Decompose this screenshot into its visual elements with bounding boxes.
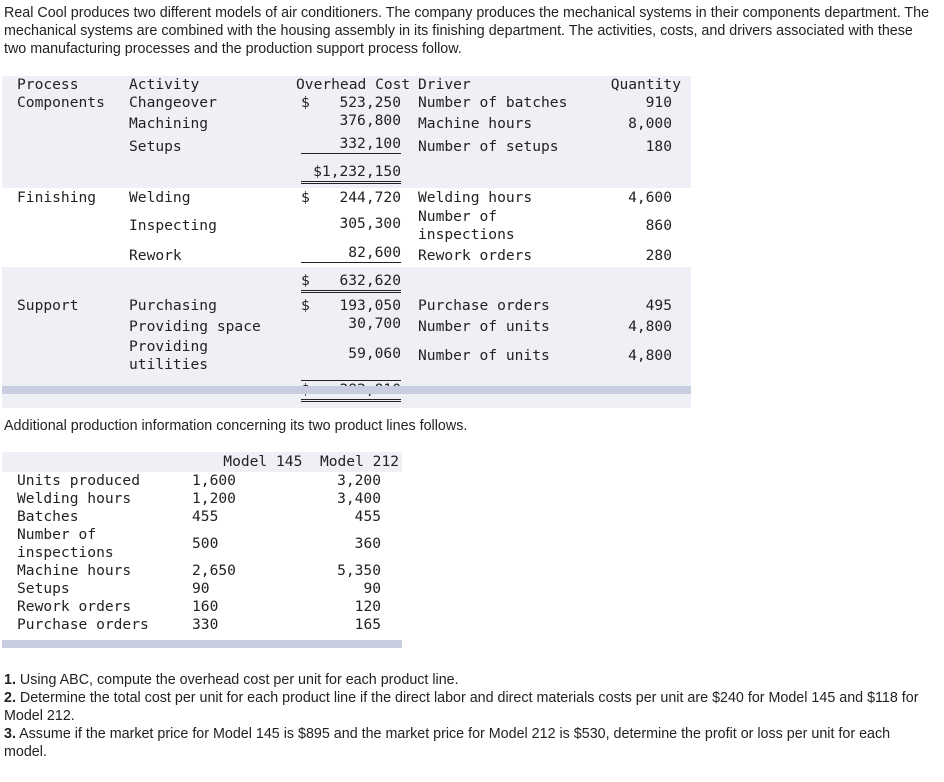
quantity-value: 495 [599, 297, 691, 315]
header-quantity: Quantity [599, 76, 691, 94]
row-label: Number of inspections [17, 526, 114, 561]
question-1 [4, 671, 934, 689]
process-label: Finishing [17, 189, 97, 206]
model-212-value: 360 [354, 535, 382, 552]
row-label: Batches [17, 508, 79, 525]
row-label: Welding hours [17, 490, 132, 507]
header-overhead-cost: Overhead Cost [284, 76, 411, 94]
table-row [2, 244, 691, 267]
table-row [2, 472, 402, 490]
quantity-value: 8,000 [599, 112, 691, 135]
model-145-value: 500 [192, 535, 219, 552]
driver-label: Rework orders [418, 246, 533, 264]
question-number: 3. [4, 726, 16, 742]
table-row [2, 598, 402, 616]
model-212-value: 165 [354, 616, 382, 633]
row-label: Rework orders [17, 598, 132, 615]
driver-label: Purchase orders [411, 297, 599, 315]
header-process: Process [2, 76, 129, 94]
cost-cell: $ 193,050 [284, 297, 411, 315]
currency-sign: $ [301, 94, 310, 111]
model-212-value: 120 [354, 598, 382, 615]
table-row [2, 135, 691, 158]
row-label: Machine hours [17, 562, 132, 579]
driver-label: Number of units [411, 315, 599, 338]
cost-cell: $ 244,720 [301, 189, 401, 206]
quantity-value: 910 [599, 94, 691, 112]
cost-value: 244,720 [339, 189, 401, 206]
model-145-value: 160 [192, 598, 219, 615]
production-bottom-bar [2, 640, 402, 648]
table-row [2, 508, 402, 526]
quantity-value: 4,800 [599, 338, 691, 374]
question-number: 2. [4, 690, 16, 706]
question-number: 1. [4, 672, 16, 688]
intro-paragraph: Real Cool produces two different models of air conditioners. The company produces the mechanical systems in their components department. The mechanical systems are combined with the housing assembly in its finishing department. The activities, costs, and drivers associated with these two manufacturing processes and the production support process follow. [4, 5, 930, 57]
cost-cell [284, 338, 411, 374]
table-row [2, 616, 402, 634]
mid-paragraph: Additional production information concerning its two product lines follows. [4, 418, 468, 434]
cost-value: 305,300 [339, 214, 401, 232]
model-145-value: 455 [192, 508, 219, 525]
table-row [2, 315, 691, 338]
cost-value: 523,250 [339, 94, 401, 111]
activity-label: Setups [129, 135, 284, 158]
process-label: Components [2, 94, 129, 112]
activity-label: Providing utilities [129, 338, 284, 374]
model-212-value: 90 [363, 580, 382, 597]
cost-cell [284, 112, 411, 135]
table-row [2, 208, 691, 244]
table-row [2, 526, 402, 562]
table-row [2, 112, 691, 135]
overhead-table [2, 76, 691, 408]
row-label: Purchase orders [17, 616, 149, 633]
cost-cell [284, 208, 411, 244]
cost-value: 332,100 [339, 135, 401, 152]
model-145-value: 1,200 [192, 490, 236, 507]
question-text: Determine the total cost per unit for each product line if the direct labor and direct materials costs per unit are $240 for Model 145 and $118 for Model 212. [4, 690, 919, 724]
driver-label: Machine hours [411, 112, 599, 135]
currency-sign: $ [301, 271, 310, 289]
cost-value: 193,050 [339, 297, 401, 314]
table-row [2, 580, 402, 598]
model-145-value: 330 [192, 616, 219, 633]
cost-cell [284, 315, 411, 338]
quantity-value: 860 [645, 217, 672, 234]
production-table [2, 452, 402, 634]
header-driver: Driver [411, 76, 599, 94]
table-bottom-bar [2, 386, 691, 394]
quantity-value: 4,800 [599, 315, 691, 338]
cost-cell [284, 244, 411, 267]
quantity-value: 4,600 [628, 189, 672, 206]
production-header-row [2, 452, 402, 472]
activity-label: Providing space [129, 315, 284, 338]
model-212-value: 5,350 [337, 562, 382, 579]
row-label: Setups [17, 580, 70, 597]
overhead-header-row [2, 76, 691, 94]
driver-label: Number of units [411, 338, 599, 374]
cost-cell [284, 94, 411, 112]
process-label: Support [2, 297, 129, 315]
cost-value: 82,600 [348, 244, 401, 261]
question-text: Using ABC, compute the overhead cost per unit for each product line. [15, 672, 459, 688]
activity-label: Inspecting [129, 217, 217, 234]
question-2 [4, 689, 934, 725]
activity-label: Purchasing [129, 297, 284, 315]
subtotal-row [2, 158, 691, 188]
model-145-value: 2,650 [192, 562, 236, 579]
driver-label: Number of inspections [418, 208, 515, 243]
table-row [2, 490, 402, 508]
table-row [2, 338, 691, 374]
quantity-value: 180 [599, 135, 691, 158]
driver-label: Number of batches [411, 94, 599, 112]
model-212-value: 455 [354, 508, 382, 525]
questions-section [4, 671, 934, 761]
header-model-212: Model 212 [319, 453, 400, 470]
cost-value: 376,800 [339, 112, 401, 129]
row-label: Units produced [17, 472, 141, 489]
driver-label: Number of setups [411, 135, 599, 158]
activity-label: Rework [129, 246, 182, 264]
model-145-value: 1,600 [192, 472, 236, 489]
activity-label: Machining [129, 112, 284, 135]
header-model-145: Model 145 [223, 453, 303, 470]
model-145-value: 90 [192, 580, 210, 597]
cost-cell [284, 135, 411, 158]
question-text: Assume if the market price for Model 145 is $895 and the market price for Model 212 is $530, determine the profit or loss per unit for each model. [4, 726, 891, 760]
question-3 [4, 725, 934, 761]
cost-value: 59,060 [348, 344, 401, 362]
components-total: $1,232,150 [301, 163, 401, 184]
table-row [2, 188, 691, 208]
table-row [2, 94, 691, 112]
model-212-value: 3,400 [337, 490, 382, 507]
cost-value: 30,700 [348, 315, 401, 332]
quantity-value: 280 [645, 246, 672, 264]
table-row [2, 297, 691, 315]
driver-label: Welding hours [418, 189, 533, 206]
finishing-total: 632,620 [339, 271, 401, 289]
activity-label: Changeover [129, 94, 284, 112]
model-212-value: 3,200 [337, 472, 382, 489]
header-activity: Activity [129, 76, 284, 94]
table-row [2, 562, 402, 580]
activity-label: Welding [129, 189, 191, 206]
subtotal-row [2, 267, 691, 297]
